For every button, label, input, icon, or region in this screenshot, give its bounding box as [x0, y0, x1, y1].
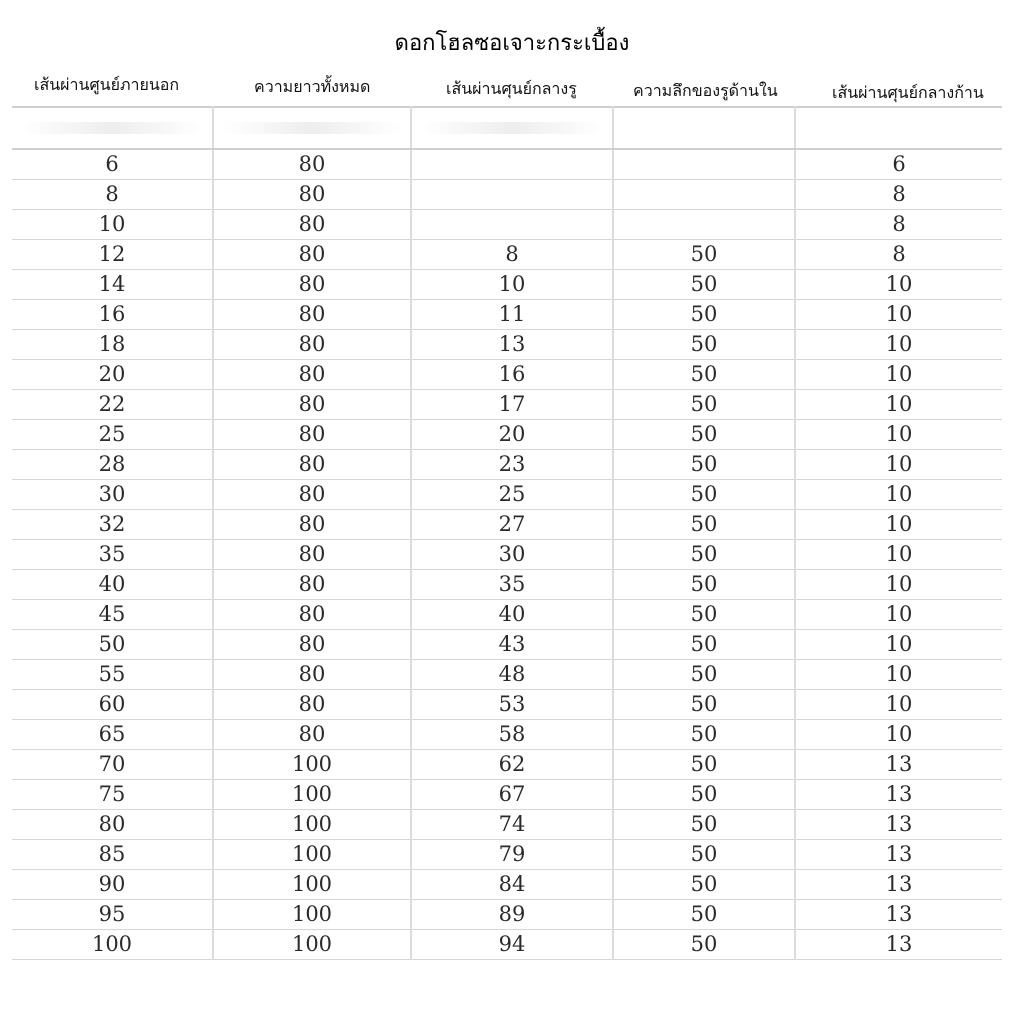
- cell-total-length: 80: [213, 510, 411, 540]
- column-header-total-length: ความยาวทั้งหมด: [254, 77, 371, 96]
- cell-outer-diameter: 45: [12, 600, 213, 630]
- cell-inner-depth: 50: [613, 900, 795, 930]
- cell-outer-diameter: 85: [12, 840, 213, 870]
- cell-shank-diameter: 10: [795, 390, 1002, 420]
- blank-header-row: [12, 107, 1002, 149]
- cell-shank-diameter: 10: [795, 330, 1002, 360]
- cell-shank-diameter: 13: [795, 930, 1002, 960]
- cell-outer-diameter: 32: [12, 510, 213, 540]
- cell-outer-diameter: 40: [12, 570, 213, 600]
- cell-inner-depth: 50: [613, 450, 795, 480]
- blank-cell: [411, 107, 613, 149]
- cell-shank-diameter: 13: [795, 750, 1002, 780]
- cell-total-length: 80: [213, 480, 411, 510]
- cell-hole-diameter: 89: [411, 900, 613, 930]
- table-row: [12, 390, 1002, 420]
- cell-outer-diameter: 6: [12, 149, 213, 180]
- cell-outer-diameter: 60: [12, 690, 213, 720]
- cell-hole-diameter: [411, 180, 613, 210]
- cell-hole-diameter: 79: [411, 840, 613, 870]
- table-row: [12, 840, 1002, 870]
- cell-total-length: 80: [213, 690, 411, 720]
- cell-hole-diameter: 11: [411, 300, 613, 330]
- cell-inner-depth: 50: [613, 930, 795, 960]
- cell-hole-diameter: 35: [411, 570, 613, 600]
- cell-hole-diameter: 10: [411, 270, 613, 300]
- cell-outer-diameter: 30: [12, 480, 213, 510]
- cell-shank-diameter: 13: [795, 870, 1002, 900]
- cell-total-length: 80: [213, 270, 411, 300]
- cell-total-length: 80: [213, 630, 411, 660]
- cell-hole-diameter: 62: [411, 750, 613, 780]
- cell-shank-diameter: 10: [795, 630, 1002, 660]
- cell-hole-diameter: 25: [411, 480, 613, 510]
- table-row: [12, 330, 1002, 360]
- cell-shank-diameter: 6: [795, 149, 1002, 180]
- table-row: [12, 660, 1002, 690]
- cell-shank-diameter: 10: [795, 300, 1002, 330]
- cell-hole-diameter: 8: [411, 240, 613, 270]
- cell-hole-diameter: 16: [411, 360, 613, 390]
- blank-cell: [795, 107, 1002, 149]
- table-row: [12, 270, 1002, 300]
- cell-shank-diameter: 10: [795, 600, 1002, 630]
- cell-total-length: 100: [213, 810, 411, 840]
- column-header-inner-depth: ความลึกของรูด้านใน: [633, 81, 778, 100]
- table-row: [12, 210, 1002, 240]
- cell-hole-diameter: 13: [411, 330, 613, 360]
- cell-inner-depth: 50: [613, 630, 795, 660]
- cell-outer-diameter: 8: [12, 180, 213, 210]
- table-row: [12, 570, 1002, 600]
- table-row: [12, 240, 1002, 270]
- cell-inner-depth: 50: [613, 810, 795, 840]
- cell-total-length: 80: [213, 149, 411, 180]
- cell-hole-diameter: [411, 210, 613, 240]
- table-row: [12, 300, 1002, 330]
- cell-total-length: 80: [213, 600, 411, 630]
- table-row: [12, 180, 1002, 210]
- cell-inner-depth: 50: [613, 270, 795, 300]
- cell-total-length: 100: [213, 900, 411, 930]
- cell-total-length: 80: [213, 540, 411, 570]
- table-row: [12, 930, 1002, 960]
- cell-inner-depth: 50: [613, 540, 795, 570]
- cell-inner-depth: 50: [613, 360, 795, 390]
- cell-outer-diameter: 22: [12, 390, 213, 420]
- cell-shank-diameter: 13: [795, 900, 1002, 930]
- cell-total-length: 80: [213, 420, 411, 450]
- cell-total-length: 80: [213, 720, 411, 750]
- table-row: [12, 810, 1002, 840]
- table-row: [12, 690, 1002, 720]
- cell-hole-diameter: 74: [411, 810, 613, 840]
- column-header-outer-diameter: เส้นผ่านศูนย์ภายนอก: [34, 75, 180, 94]
- cell-outer-diameter: 75: [12, 780, 213, 810]
- cell-shank-diameter: 8: [795, 180, 1002, 210]
- page-title: ดอกโฮลซอเจาะกระเบื้อง: [394, 31, 630, 56]
- cell-inner-depth: 50: [613, 480, 795, 510]
- cell-hole-diameter: 84: [411, 870, 613, 900]
- cell-hole-diameter: [411, 149, 613, 180]
- blank-cell: [213, 107, 411, 149]
- cell-total-length: 80: [213, 360, 411, 390]
- table-row: [12, 630, 1002, 660]
- cell-inner-depth: 50: [613, 870, 795, 900]
- cell-outer-diameter: 10: [12, 210, 213, 240]
- cell-total-length: 100: [213, 930, 411, 960]
- table-row: [12, 420, 1002, 450]
- cell-inner-depth: 50: [613, 390, 795, 420]
- table-row: [12, 360, 1002, 390]
- column-header-shank-diameter: เส้นผ่านศุนย์กลางก้าน: [832, 83, 984, 102]
- table-row: [12, 720, 1002, 750]
- cell-total-length: 100: [213, 870, 411, 900]
- cell-inner-depth: 50: [613, 780, 795, 810]
- cell-shank-diameter: 10: [795, 510, 1002, 540]
- spec-table-body: [12, 107, 1002, 960]
- cell-hole-diameter: 58: [411, 720, 613, 750]
- cell-shank-diameter: 10: [795, 540, 1002, 570]
- cell-outer-diameter: 20: [12, 360, 213, 390]
- cell-inner-depth: 50: [613, 330, 795, 360]
- cell-outer-diameter: 55: [12, 660, 213, 690]
- cell-outer-diameter: 95: [12, 900, 213, 930]
- cell-total-length: 80: [213, 210, 411, 240]
- cell-total-length: 80: [213, 450, 411, 480]
- cell-shank-diameter: 10: [795, 690, 1002, 720]
- cell-inner-depth: 50: [613, 300, 795, 330]
- cell-inner-depth: 50: [613, 720, 795, 750]
- cell-shank-diameter: 10: [795, 660, 1002, 690]
- spec-table-container: [12, 106, 1002, 960]
- table-row: [12, 870, 1002, 900]
- cell-inner-depth: 50: [613, 570, 795, 600]
- cell-outer-diameter: 80: [12, 810, 213, 840]
- cell-outer-diameter: 25: [12, 420, 213, 450]
- cell-hole-diameter: 30: [411, 540, 613, 570]
- cell-total-length: 80: [213, 570, 411, 600]
- blank-cell: [12, 107, 213, 149]
- cell-total-length: 80: [213, 660, 411, 690]
- cell-shank-diameter: 13: [795, 780, 1002, 810]
- cell-hole-diameter: 23: [411, 450, 613, 480]
- cell-inner-depth: [613, 149, 795, 180]
- cell-hole-diameter: 43: [411, 630, 613, 660]
- cell-hole-diameter: 17: [411, 390, 613, 420]
- cell-inner-depth: 50: [613, 600, 795, 630]
- table-row: [12, 600, 1002, 630]
- cell-inner-depth: 50: [613, 510, 795, 540]
- cell-total-length: 100: [213, 840, 411, 870]
- table-row: [12, 750, 1002, 780]
- cell-inner-depth: [613, 210, 795, 240]
- cell-outer-diameter: 14: [12, 270, 213, 300]
- cell-outer-diameter: 90: [12, 870, 213, 900]
- cell-shank-diameter: 10: [795, 450, 1002, 480]
- cell-total-length: 80: [213, 390, 411, 420]
- cell-outer-diameter: 12: [12, 240, 213, 270]
- cell-shank-diameter: 10: [795, 480, 1002, 510]
- cell-hole-diameter: 27: [411, 510, 613, 540]
- cell-inner-depth: [613, 180, 795, 210]
- cell-shank-diameter: 10: [795, 420, 1002, 450]
- cell-inner-depth: 50: [613, 840, 795, 870]
- cell-outer-diameter: 18: [12, 330, 213, 360]
- column-header-hole-diameter: เส้นผ่านศุนย์กลางรู: [446, 79, 577, 98]
- table-row: [12, 540, 1002, 570]
- cell-total-length: 100: [213, 780, 411, 810]
- spec-table: [12, 106, 1002, 960]
- table-row: [12, 510, 1002, 540]
- cell-hole-diameter: 20: [411, 420, 613, 450]
- cell-total-length: 80: [213, 240, 411, 270]
- cell-outer-diameter: 100: [12, 930, 213, 960]
- cell-total-length: 100: [213, 750, 411, 780]
- table-row: [12, 450, 1002, 480]
- cell-hole-diameter: 67: [411, 780, 613, 810]
- cell-outer-diameter: 28: [12, 450, 213, 480]
- table-row: [12, 149, 1002, 180]
- cell-outer-diameter: 65: [12, 720, 213, 750]
- cell-total-length: 80: [213, 330, 411, 360]
- cell-total-length: 80: [213, 300, 411, 330]
- table-row: [12, 900, 1002, 930]
- cell-hole-diameter: 53: [411, 690, 613, 720]
- cell-inner-depth: 50: [613, 420, 795, 450]
- table-row: [12, 480, 1002, 510]
- cell-shank-diameter: 10: [795, 270, 1002, 300]
- cell-inner-depth: 50: [613, 660, 795, 690]
- cell-hole-diameter: 40: [411, 600, 613, 630]
- cell-hole-diameter: 94: [411, 930, 613, 960]
- cell-shank-diameter: 10: [795, 570, 1002, 600]
- cell-inner-depth: 50: [613, 690, 795, 720]
- cell-outer-diameter: 70: [12, 750, 213, 780]
- cell-shank-diameter: 13: [795, 810, 1002, 840]
- cell-shank-diameter: 8: [795, 210, 1002, 240]
- cell-shank-diameter: 10: [795, 360, 1002, 390]
- cell-inner-depth: 50: [613, 240, 795, 270]
- cell-hole-diameter: 48: [411, 660, 613, 690]
- cell-outer-diameter: 16: [12, 300, 213, 330]
- cell-shank-diameter: 13: [795, 840, 1002, 870]
- cell-shank-diameter: 8: [795, 240, 1002, 270]
- cell-shank-diameter: 10: [795, 720, 1002, 750]
- cell-outer-diameter: 35: [12, 540, 213, 570]
- cell-outer-diameter: 50: [12, 630, 213, 660]
- table-row: [12, 780, 1002, 810]
- cell-total-length: 80: [213, 180, 411, 210]
- cell-inner-depth: 50: [613, 750, 795, 780]
- blank-cell: [613, 107, 795, 149]
